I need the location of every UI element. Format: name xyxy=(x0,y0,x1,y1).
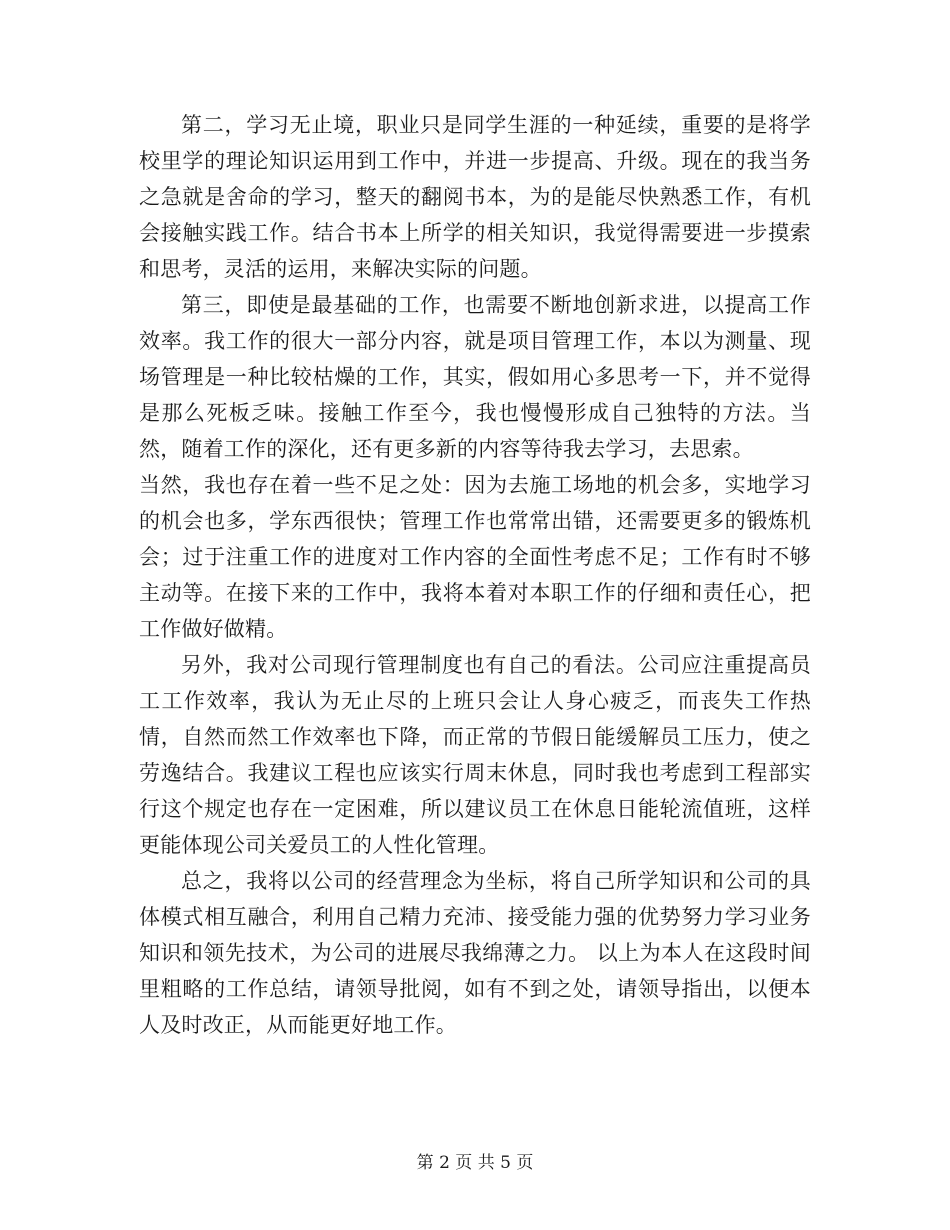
paragraph-second-point: 第二，学习无止境，职业只是同学生涯的一种延续，重要的是将学校里学的理论知识运用到工作中，并进一步提高、升级。现在的我当务之急就是舍命的学习，整天的翻阅书本，为的是能尽快熟悉工作，有机会接触实践工作。结合书本上所学的相关知识，我觉得需要进一步摸索和思考，灵活的运用，来解决实际的问题。 xyxy=(139,113,811,281)
page-footer xyxy=(0,1151,950,1175)
paragraph-third-point: 第三，即使是最基础的工作，也需要不断地创新求进，以提高工作效率。我工作的很大一部分内容，就是项目管理工作，本以为测量、现场管理是一种比较枯燥的工作，其实，假如用心多思考一下，并不觉得是那么死板乏味。接触工作至今，我也慢慢形成自己独特的方法。当然，随着工作的深化，还有更多新的内容等待我去学习，去思索。 xyxy=(139,293,811,461)
paragraph-shortcomings: 当然，我也存在着一些不足之处：因为去施工场地的机会多，实地学习的机会也多，学东西很快；管理工作也常常出错，还需要更多的锻炼机会；过于注重工作的进度对工作内容的全面性考虑不足；工作有时不够主动等。在接下来的工作中，我将本着对本职工作的仔细和责任心，把工作做好做精。 xyxy=(139,473,811,641)
page-number-label: 第 2 页 共 5 页 xyxy=(416,1153,534,1173)
document-body xyxy=(139,107,811,1043)
paragraph-management-opinion: 另外，我对公司现行管理制度也有自己的看法。公司应注重提高员工工作效率，我认为无止尽的上班只会让人身心疲乏，而丧失工作热情，自然而然工作效率也下降，而正常的节假日能缓解员工压力，使之劳逸结合。我建议工程也应该实行周末休息，同时我也考虑到工程部实行这个规定也存在一定困难，所以建议员工在休息日能轮流值班，这样更能体现公司关爱员工的人性化管理。 xyxy=(139,653,811,857)
paragraph-conclusion: 总之，我将以公司的经营理念为坐标，将自己所学知识和公司的具体模式相互融合，利用自己精力充沛、接受能力强的优势努力学习业务知识和领先技术，为公司的进展尽我绵薄之力。 以上为本人在这段时间里粗略的工作总结，请领导批阅，如有不到之处，请领导指出，以便本人及时改正，从而能更好地工作。 xyxy=(139,869,811,1037)
